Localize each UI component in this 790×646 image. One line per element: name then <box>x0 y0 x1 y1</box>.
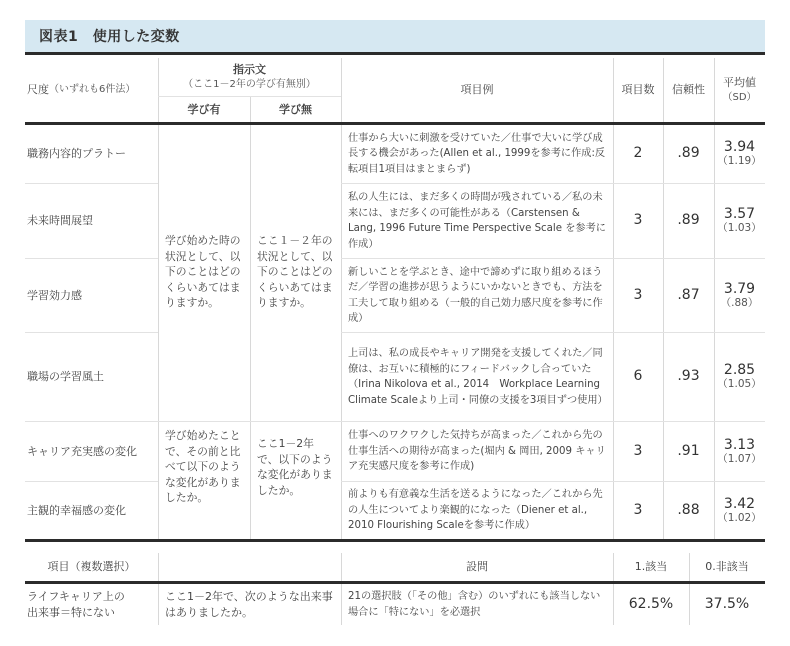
instruction-group2-yes: 学び始めたことで、その前と比べて以下のような変化がありましたか。 <box>165 429 241 504</box>
row-item-count: 6 <box>633 368 643 385</box>
row-scale: 学習効力感 <box>27 288 82 302</box>
header-learn-no: 学び無 <box>279 102 312 116</box>
row-example: 前よりも有意義な生活を送るようになった／これから先の人生についてより楽観的になった（Diener et al., 2010 Flourishing Scaleを参考に作成） <box>348 489 603 532</box>
lower-header-question: 設問 <box>466 560 488 574</box>
row-scale: 職務内容的プラトー <box>27 147 126 161</box>
header-learn-yes: 学び有 <box>187 102 221 116</box>
row-example: 上司は、私の成長やキャリア開発を支援してくれた／同僚は、お互いに積極的にフィードバックし合っていた（Irina Nikolova et al., 2014 Workplace Learning Climate Scaleより上司・同僚の支援を3項目ずつ使用） <box>348 348 608 406</box>
header-instruction: 指示文 （ここ1－2年の学び有無別） <box>183 63 316 90</box>
lower-row-question: 21の選択肢（「その他」含む）のいずれにも該当しない場合に「特にない」を必選択 <box>348 591 601 618</box>
row-item-count: 3 <box>633 286 643 303</box>
row-reliability: .89 <box>677 212 700 229</box>
lower-header-item: 項目（複数選択） <box>47 560 136 574</box>
row-mean: 3.94 （1.19） <box>717 139 762 167</box>
header-scale: 尺度 （いずれも6件法） <box>27 83 136 97</box>
row-scale: 主観的幸福感の変化 <box>27 503 126 517</box>
row-mean: 3.42 （1.02） <box>717 495 762 524</box>
header-item-example: 項目例 <box>460 83 494 97</box>
row-mean: 3.13 （1.07） <box>717 436 762 465</box>
row-example: 仕事から大いに刺激を受けていた／仕事で大いに学び成長する機会があった(Allen et al., 1999を参考に作成:反転項目1項目はまとまらず) <box>348 132 606 175</box>
instruction-group1-yes: 学び始めた時の状況として、以下のことはどのくらいあてはまりますか。 <box>165 234 241 309</box>
row-scale: キャリア充実感の変化 <box>27 444 137 458</box>
row-reliability: .91 <box>677 442 700 459</box>
row-reliability: .89 <box>677 145 700 162</box>
row-reliability: .87 <box>677 286 700 303</box>
lower-row-item: ライフキャリア上の出来事＝特にない <box>27 590 125 619</box>
row-reliability: .93 <box>677 368 700 385</box>
row-item-count: 2 <box>633 145 643 162</box>
row-example: 私の人生には、まだ多くの時間が残されている／私の未来には、まだ多くの可能性がある（Carstensen & Lang, 1996 Future Time Perspective Scale を参考に作成） <box>348 192 606 250</box>
row-scale: 未来時間展望 <box>27 214 93 228</box>
row-example: 新しいことを学ぶとき、途中で諦めずに取り組めるほうだ／学習の進捗が思うようにいかないときでも、方法を工夫して取り組める（一般的自己効力感尺度を参考に作成） <box>348 266 603 324</box>
row-item-count: 3 <box>633 442 643 459</box>
row-reliability: .88 <box>677 501 700 518</box>
lower-header-yes: 1.該当 <box>634 560 668 574</box>
table-title-band <box>25 20 765 55</box>
header-reliability: 信頼性 <box>672 83 705 97</box>
header-item-count: 項目数 <box>621 83 655 97</box>
lower-row-yes-pct: 62.5% <box>628 595 674 612</box>
header-mean: 平均値 （SD） <box>722 76 757 103</box>
row-item-count: 3 <box>633 501 643 518</box>
row-mean: 3.57 （1.03） <box>717 206 762 234</box>
table-bottom-rule <box>25 539 765 542</box>
row-mean: 2.85 （1.05） <box>717 362 762 390</box>
table-title: 図表1 使用した変数 <box>39 29 180 45</box>
lower-row-no-pct: 37.5% <box>704 595 750 612</box>
row-mean: 3.79 （.88） <box>720 280 759 309</box>
row-item-count: 3 <box>633 212 643 229</box>
instruction-group1-no: ここ１－２年の状況として、以下のことはどのくらいあてはまりますか。 <box>257 234 333 309</box>
lower-header-no: 0.非該当 <box>705 560 749 574</box>
lower-row-instruction: ここ1－2年で、次のような出来事はありましたか。 <box>165 590 333 619</box>
row-scale: 職場の学習風土 <box>27 370 104 384</box>
instruction-group2-no: ここ1－2年で、以下のような変化がありましたか。 <box>257 437 333 497</box>
row-example: 仕事へのワクワクした気持ちが高まった／これから先の仕事生活への期待が高まった(堀内 & 岡田, 2009 キャリア充実感尺度を参考に作成) <box>348 430 606 473</box>
